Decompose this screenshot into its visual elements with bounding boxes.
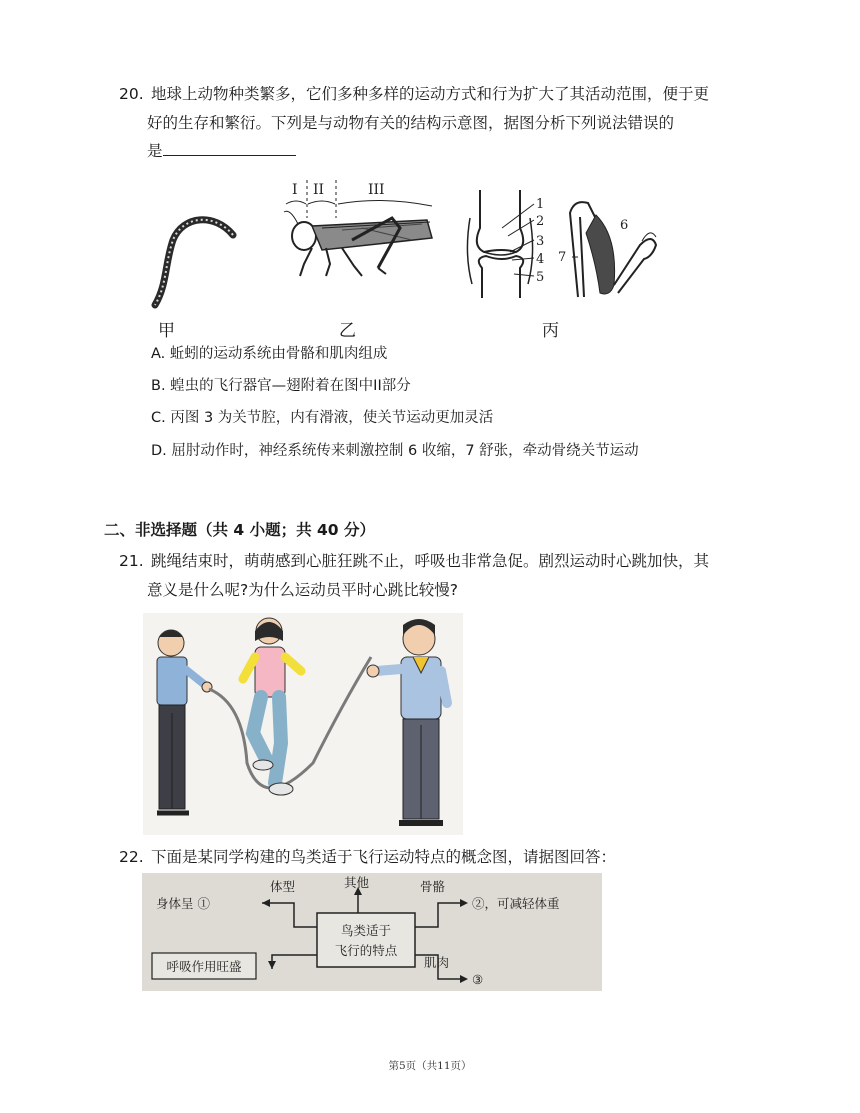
arm-number-7: 7	[558, 250, 567, 265]
arm-muscle-figure	[556, 193, 666, 303]
grasshopper-figure	[282, 178, 437, 283]
concept-skeleton: 骨骼	[420, 879, 446, 894]
q20-option-c[interactable]: C. 丙图 3 为关节腔，内有滑液，使关节运动更加灵活	[151, 410, 494, 426]
joint-number-4: 4	[536, 252, 545, 267]
jump-rope-illustration	[143, 613, 463, 835]
earthworm-figure	[145, 205, 240, 315]
q21-number: 21.	[119, 552, 144, 570]
joint-number-3: 3	[536, 234, 545, 249]
concept-body-type: 体型	[270, 879, 296, 894]
figure-label-yi: 乙	[339, 321, 356, 341]
concept-respiration: 呼吸作用旺盛	[166, 959, 242, 974]
q21-text-line2: 意义是什么呢?为什么运动员平时心跳比较慢?	[147, 581, 458, 599]
concept-map	[142, 873, 602, 991]
q20-text-line2: 好的生存和繁衍。下列是与动物有关的结构示意图，据图分析下列说法错误的	[147, 114, 675, 132]
arm-number-6: 6	[620, 218, 629, 233]
figure-label-bing: 丙	[542, 321, 559, 341]
q20-option-a[interactable]: A. 蚯蚓的运动系统由骨骼和肌肉组成	[151, 346, 388, 362]
concept-muscle-result: ③	[472, 972, 484, 987]
q20-option-d[interactable]: D. 屈肘动作时，神经系统传来刺激控制 6 收缩，7 舒张，牵动骨绕关节运动	[151, 443, 639, 459]
q22-number: 22.	[119, 848, 144, 866]
joint-number-5: 5	[536, 270, 545, 285]
part-iii-label: III	[368, 182, 385, 198]
part-i-label: I	[292, 182, 298, 198]
concept-skeleton-result: ②，可减轻体重	[472, 896, 560, 911]
joint-number-2: 2	[536, 214, 545, 229]
section-title: 二、非选择题（共 4 小题；共 40 分）	[104, 521, 375, 539]
page-footer: 第5页（共11页）	[388, 1060, 472, 1072]
concept-other: 其他	[344, 875, 370, 890]
concept-body-shape: 身体呈 ①	[156, 896, 210, 911]
concept-center-box	[317, 913, 415, 967]
q21-text-line1: 跳绳结束时，萌萌感到心脏狂跳不止，呼吸也非常急促。剧烈运动时心跳加快，其	[151, 552, 710, 570]
q20-option-b[interactable]: B. 蝗虫的飞行器官—翅附着在图中II部分	[151, 378, 411, 394]
joint-number-1: 1	[536, 197, 545, 212]
q20-text-line1: 地球上动物种类繁多，它们多种多样的运动方式和行为扩大了其活动范围，便于更	[151, 85, 710, 103]
figure-label-jia: 甲	[158, 321, 175, 341]
concept-center-line1: 鸟类适于	[340, 923, 392, 938]
joint-figure	[462, 188, 557, 303]
part-ii-label: II	[313, 182, 325, 198]
q22-text-line1: 下面是某同学构建的鸟类适于飞行运动特点的概念图，请据图回答：	[151, 848, 617, 866]
answer-blank	[163, 141, 296, 156]
concept-center-line2: 飞行的特点	[334, 943, 398, 958]
q20-text-line3	[147, 141, 296, 161]
q20-text-line3-prefix: 是	[147, 142, 163, 160]
q20-number: 20.	[119, 85, 144, 103]
concept-muscle: 肌肉	[424, 955, 450, 970]
